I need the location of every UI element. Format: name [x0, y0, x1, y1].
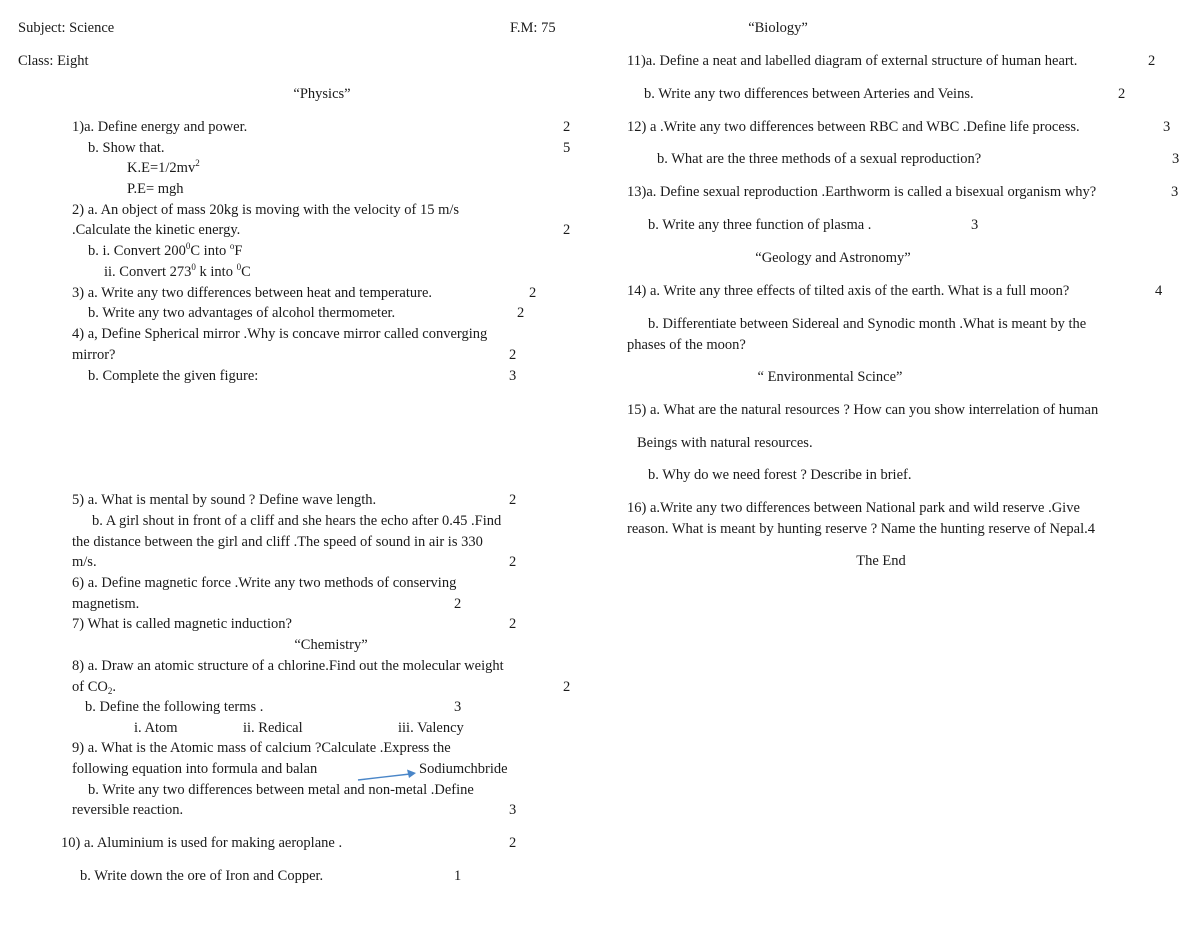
question-8a-marks: 2: [563, 679, 571, 695]
question-10b-marks: 1: [454, 868, 462, 884]
question-3b-marks: 2: [517, 305, 525, 321]
question-3a: 3) a. Write any two differences between heat and temperature.: [72, 285, 433, 301]
question-14b-line2: phases of the moon?: [627, 337, 746, 353]
question-8b-marks: 3: [454, 699, 462, 715]
term-redical: ii. Redical: [243, 720, 303, 736]
question-5b-line1: b. A girl shout in front of a cliff and she hears the echo after 0.45 .Find: [92, 513, 502, 529]
question-13b: b. Write any three function of plasma .: [648, 217, 872, 233]
question-15a-line1: 15) a. What are the natural resources ? How can you show interrelation of human: [627, 402, 1099, 418]
question-8a-line2: of $CO_2$.: [72, 679, 116, 696]
question-9b-line2: reversible reaction.: [72, 802, 184, 818]
question-9b-line1: b. Write any two differences between metal and non-metal .Define: [88, 782, 474, 798]
question-5a-marks: 2: [509, 492, 517, 508]
question-11a-marks: 2: [1148, 53, 1156, 69]
question-2a-line2: .Calculate the kinetic energy.: [72, 222, 241, 238]
question-6a-line1: 6) a. Define magnetic force .Write any two methods of conserving: [72, 575, 457, 591]
question-2b-i: b. i. Convert $200^0C$ into $^o$F: [88, 241, 243, 259]
question-1b: b. Show that.: [88, 140, 165, 156]
question-4a-line2: mirror?: [72, 347, 116, 363]
question-4b-marks: 3: [509, 368, 517, 384]
question-16a-line1: 16) a.Write any two differences between National park and wild reserve .Give: [627, 500, 1080, 516]
question-1b-marks: 5: [563, 140, 571, 156]
question-8b: b. Define the following terms .: [85, 699, 264, 715]
class-label: Class: Eight: [18, 53, 89, 69]
question-9b-marks: 3: [509, 802, 517, 818]
question-4b: b. Complete the given figure:: [88, 368, 259, 384]
question-13b-marks: 3: [971, 217, 979, 233]
full-marks-label: F.M: 75: [510, 20, 556, 36]
question-12a: 12) a .Write any two differences between RBC and WBC .Define life process.: [627, 119, 1080, 135]
question-1a: 1)a. Define energy and power.: [72, 119, 248, 135]
question-12b-marks: 3: [1172, 151, 1180, 167]
the-end-label: The End: [856, 553, 906, 569]
term-valency: iii. Valency: [398, 720, 464, 736]
question-16a-line2: reason. What is meant by hunting reserve ? Name the hunting reserve of Nepal.4: [627, 521, 1096, 537]
question-10a-marks: 2: [509, 835, 517, 851]
question-14b-line1: b. Differentiate between Sidereal and Synodic month .What is meant by the: [648, 316, 1087, 332]
question-13a: 13)a. Define sexual reproduction .Earthworm is called a bisexual organism why?: [627, 184, 1097, 200]
question-11a: 11)a. Define a neat and labelled diagram of external structure of human heart.: [627, 53, 1078, 69]
question-5a: 5) a. What is mental by sound ? Define wave length.: [72, 492, 377, 508]
environment-heading: “ Environmental Scince”: [757, 369, 903, 385]
question-3a-marks: 2: [529, 285, 537, 301]
question-9a-line2: following equation into formula and balan: [72, 761, 318, 777]
question-2a-line1: 2) a. An object of mass 20kg is moving with the velocity of 15 m/s: [72, 202, 460, 218]
question-2a-marks: 2: [563, 222, 571, 238]
question-6a-line2: magnetism.: [72, 596, 140, 612]
term-atom: i. Atom: [134, 720, 178, 736]
question-15a-line2: Beings with natural resources.: [637, 435, 813, 451]
question-1a-marks: 2: [563, 119, 571, 135]
biology-heading: “Biology”: [748, 20, 808, 36]
potential-energy-formula: P.E= mgh: [127, 181, 184, 197]
question-8a-line1: 8) a. Draw an atomic structure of a chlorine.Find out the molecular weight: [72, 658, 504, 674]
subject-label: Subject: Science: [18, 20, 115, 36]
question-6a-marks: 2: [454, 596, 462, 612]
question-12b: b. What are the three methods of a sexual reproduction?: [657, 151, 982, 167]
question-11b: b. Write any two differences between Arteries and Veins.: [644, 86, 974, 102]
question-5b-line2: the distance between the girl and cliff .The speed of sound in air is 330: [72, 534, 483, 550]
geology-heading: “Geology and Astronomy”: [755, 250, 911, 266]
question-4a-marks: 2: [509, 347, 517, 363]
question-5b-line3: m/s.: [72, 554, 97, 570]
question-14a-marks: 4: [1155, 283, 1163, 299]
question-3b: b. Write any two advantages of alcohol thermometer.: [88, 305, 396, 321]
question-10b: b. Write down the ore of Iron and Copper.: [80, 868, 324, 884]
question-2b-ii: ii. Convert $273^0$ k into $^0$C: [104, 262, 251, 280]
question-14a: 14) a. Write any three effects of tilted axis of the earth. What is a full moon?: [627, 283, 1070, 299]
question-4a-line1: 4) a, Define Spherical mirror .Why is concave mirror called converging: [72, 326, 488, 342]
question-5b-marks: 2: [509, 554, 517, 570]
question-9a-line1: 9) a. What is the Atomic mass of calcium ?Calculate .Express the: [72, 740, 451, 756]
question-7-marks: 2: [509, 616, 517, 632]
physics-heading: “Physics”: [293, 86, 351, 102]
chemistry-heading: “Chemistry”: [294, 637, 368, 653]
question-11b-marks: 2: [1118, 86, 1126, 102]
question-12a-marks: 3: [1163, 119, 1171, 135]
question-15b: b. Why do we need forest ? Describe in brief.: [648, 467, 912, 483]
equation-product: Sodiumchbride: [419, 761, 508, 777]
kinetic-energy-formula: $K.E=1/2mv^2$: [127, 158, 200, 176]
question-7: 7) What is called magnetic induction?: [72, 616, 292, 632]
question-10a: 10) a. Aluminium is used for making aeroplane .: [61, 835, 343, 851]
question-13a-marks: 3: [1171, 184, 1179, 200]
